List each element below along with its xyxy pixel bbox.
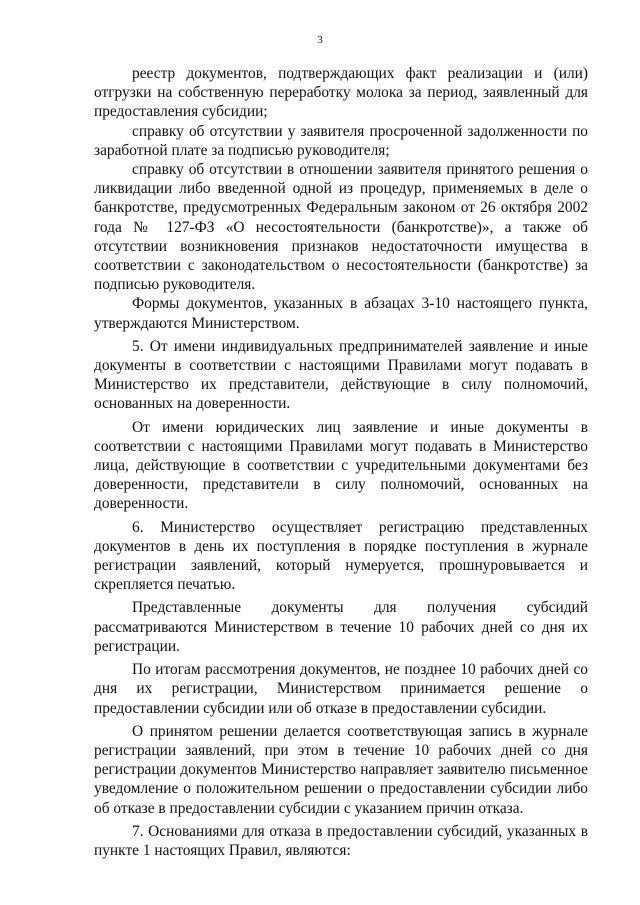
paragraph-clause-6: 6. Министерство осуществляет регистрацию представленных документов в день их поступления в порядке поступления в журнале регистрации заявлений, который нумеруется, прошнуровывается и скрепляется печатью. bbox=[94, 518, 588, 594]
paragraph-registry: реестр документов, подтверждающих факт реализации и (или) отгрузки на собственную переработку молока за период, заявленный для предоставления субсидии; bbox=[94, 65, 588, 121]
paragraph-liquidation: справку об отсутствии в отношении заявителя принятого решения о ликвидации либо введенной одной из процедур, применяемых в деле о банкротстве, предусмотренных Федеральным законом от 26 октября 2002 года № 127-ФЗ «О несостоятельности (банкротстве)», а также об отсутствии возникновения признаков недостаточности имущества в соответствии с законодательством о несостоятельности (банкротстве) за подписью руководителя. bbox=[94, 161, 588, 294]
page-number: 3 bbox=[317, 34, 323, 46]
paragraph-salary-debt: справку об отсутствии у заявителя просроченной задолженности по заработной плате за подписью руководителя; bbox=[94, 122, 588, 159]
paragraph-decision: По итогам рассмотрения документов, не позднее 10 рабочих дней со дня их регистрации, Министерством принимается решение о предоставлении субсидии или об отказе в предоставлении субсидии. bbox=[94, 661, 588, 717]
paragraph-clause-5: 5. От имени индивидуальных предпринимателей заявление и иные документы в соответствии с настоящими Правилами могут подавать в Министерство их представители, действующие в силу полномочий, основанных на доверенности. bbox=[94, 337, 588, 413]
paragraph-clause-7: 7. Основаниями для отказа в предоставлении субсидий, указанных в пункте 1 настоящих Правил, являются: bbox=[94, 822, 588, 859]
paragraph-legal-entities: От имени юридических лиц заявление и иные документы в соответствии с настоящими Правилами могут подавать в Министерство лица, действующие в соответствии с учредительными документами без доверенности, представители в силу полномочий, основанных на доверенности. bbox=[94, 418, 588, 513]
paragraph-review-period: Представленные документы для получения субсидий рассматриваются Министерством в течение 10 рабочих дней со дня их регистрации. bbox=[94, 599, 588, 655]
paragraph-notification: О принятом решении делается соответствующая запись в журнале регистрации заявлений, при этом в течение 10 рабочих дней со дня регистрации документов Министерство направляет заявителю письменное уведомление о положительном решении о предоставлении субсидии либо об отказе в предоставлении субсидии с указанием причин отказа. bbox=[94, 722, 588, 817]
document-body bbox=[94, 64, 588, 860]
paragraph-forms: Формы документов, указанных в абзацах 3-10 настоящего пункта, утверждаются Министерством. bbox=[94, 295, 588, 332]
